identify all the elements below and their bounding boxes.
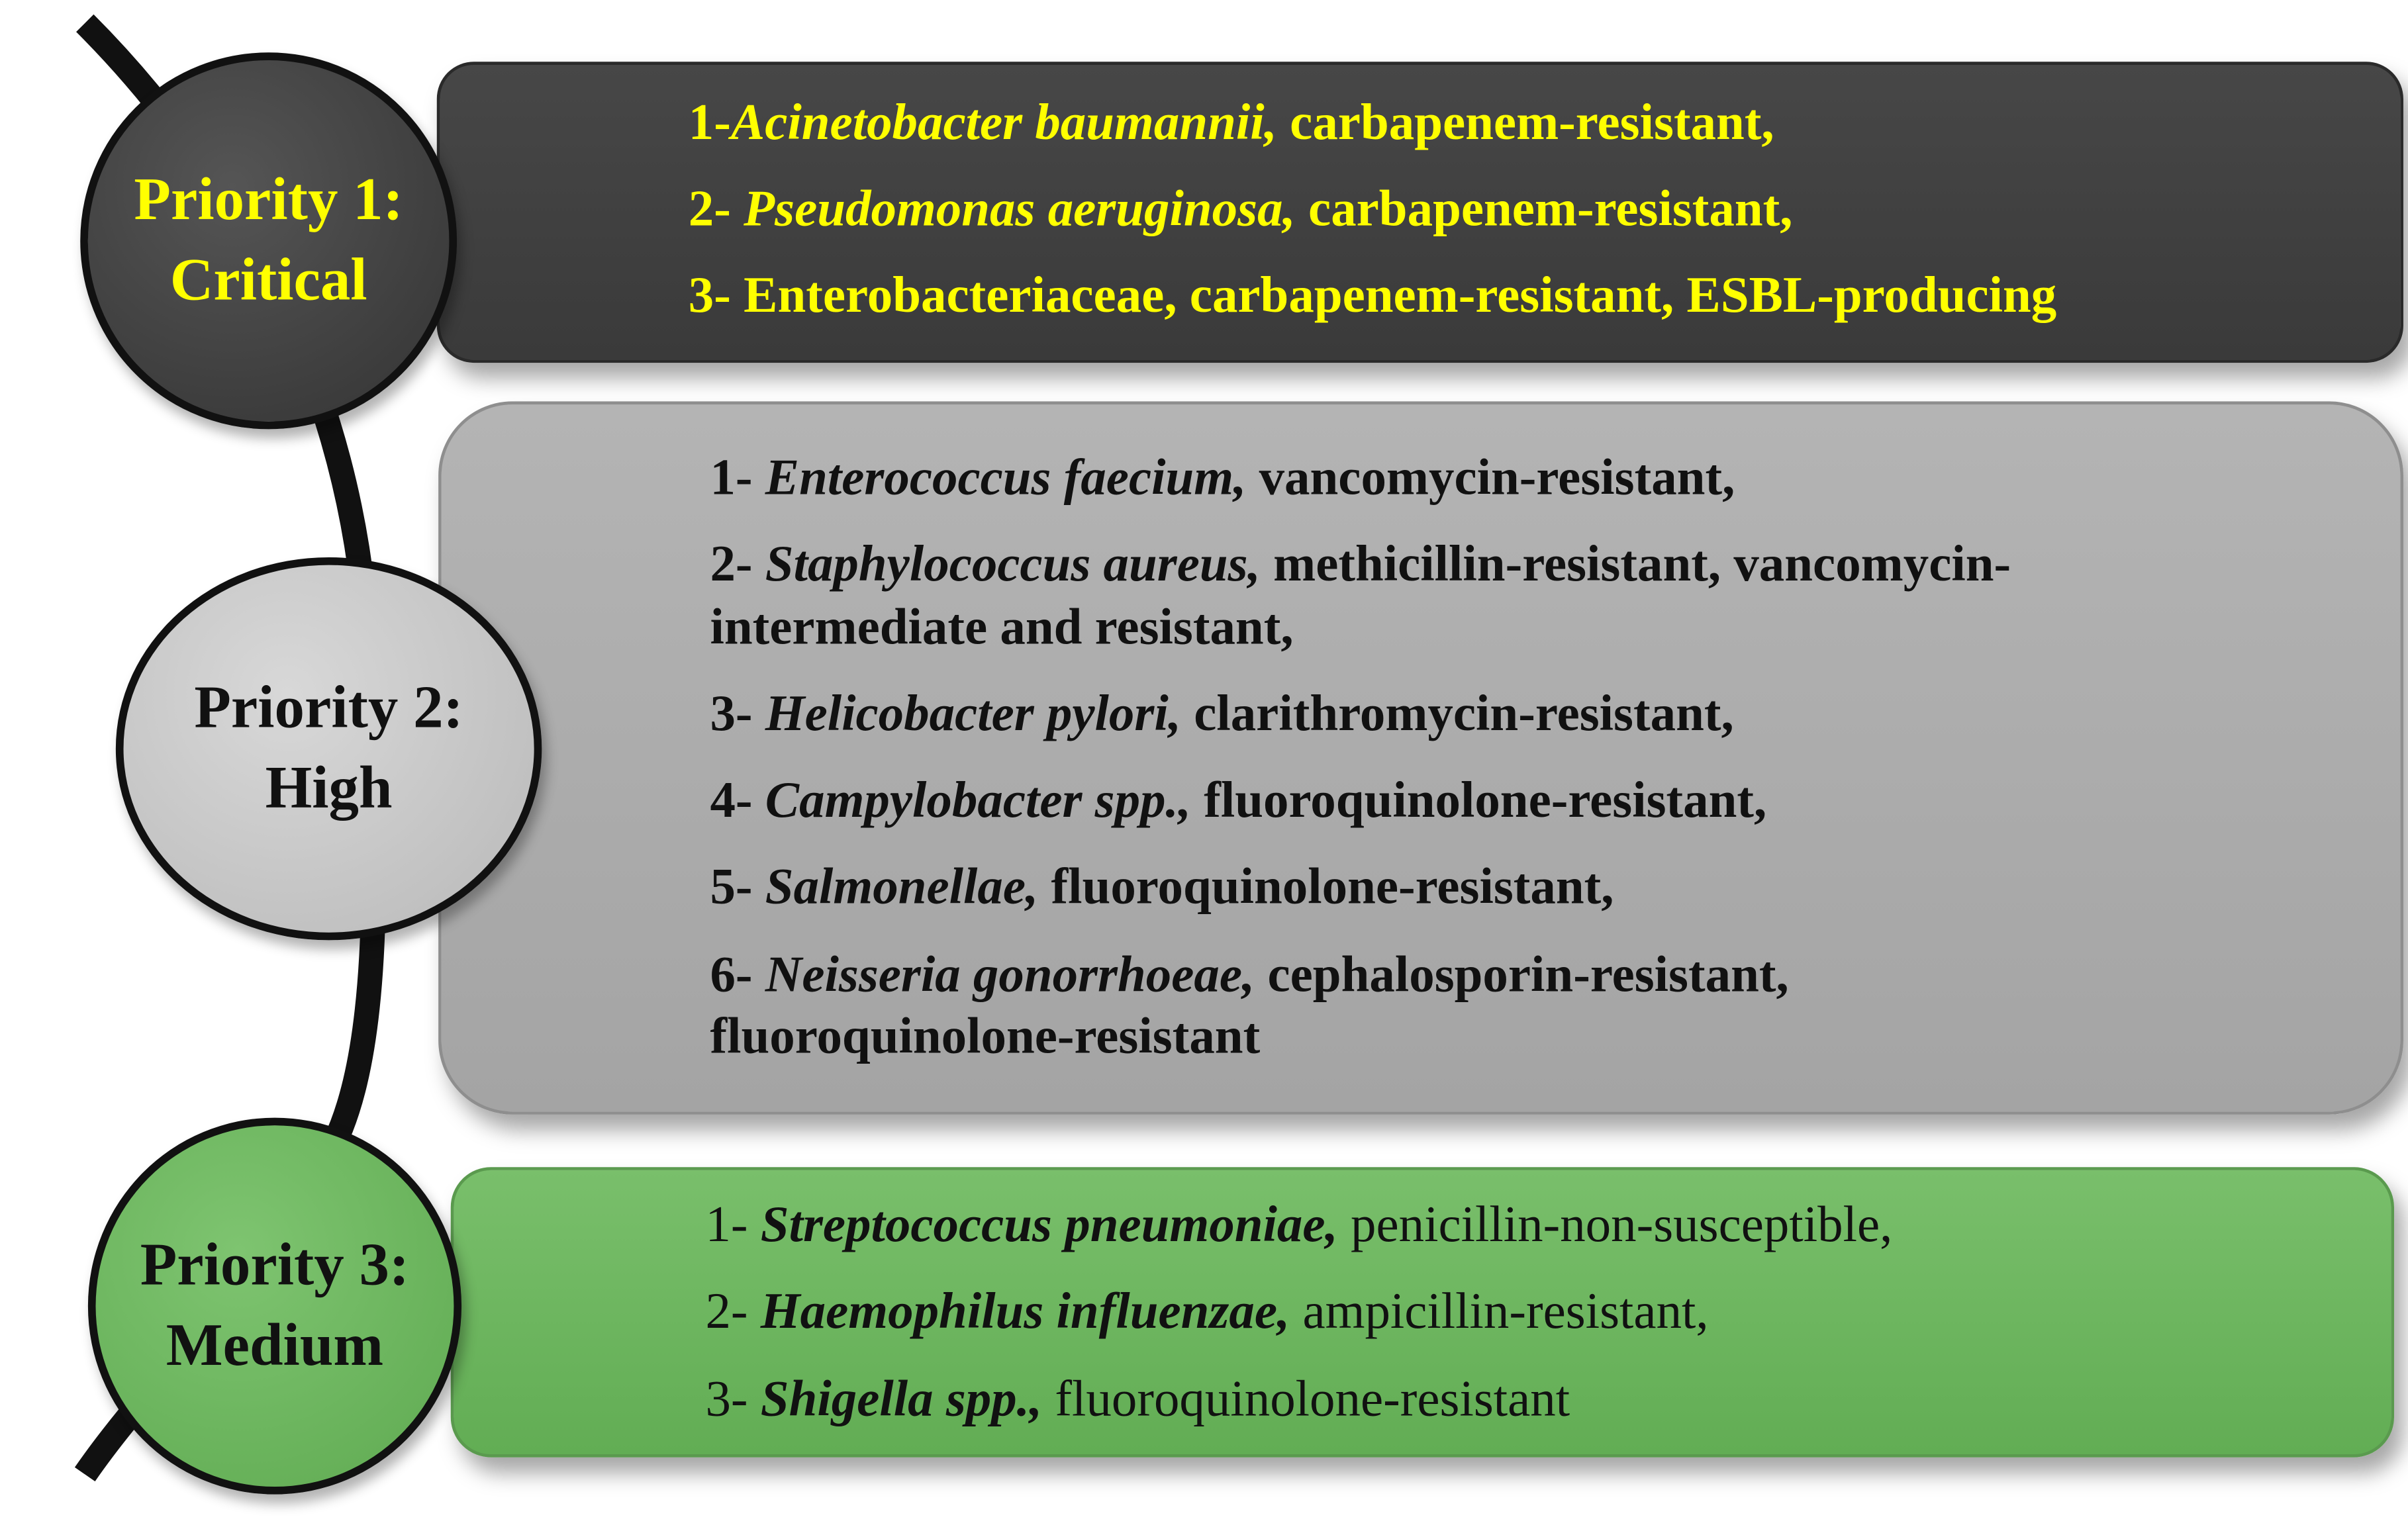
high-item-3: 3- Helicobacter pylori, clarithromycin-resistant, (710, 686, 1734, 743)
priority-1-level: Critical (169, 247, 367, 314)
priority-2-label: Priority 2: (194, 674, 463, 741)
priority-3-level: Medium (166, 1312, 384, 1379)
priority-3-label: Priority 3: (140, 1232, 410, 1299)
priority-1-label: Priority 1: (134, 166, 403, 234)
critical-item-1: 1-Acinetobacter baumannii, carbapenem-resistant, (688, 95, 1774, 152)
medium-item-1: 1- Streptococcus pneumoniae, penicillin-non-susceptible, (705, 1197, 1893, 1254)
medium-item-3: 3- Shigella spp., fluoroquinolone-resistant (705, 1372, 1570, 1428)
critical-item-2: 2- Pseudomonas aeruginosa, carbapenem-resistant, (688, 182, 1793, 238)
high-item-5: 5- Salmonellae, fluoroquinolone-resistant, (710, 860, 1614, 916)
high-item-4: 4- Campylobacter spp., fluoroquinolone-resistant, (710, 773, 1767, 829)
medium-panel (451, 1167, 2394, 1457)
high-panel (438, 401, 2403, 1115)
priority-1-circle (80, 52, 457, 429)
high-item-2: 2- Staphylococcus aureus, methicillin-resistant, vancomycin- (710, 537, 2011, 593)
priority-2-circle (116, 557, 542, 940)
high-item-2-continuation: intermediate and resistant, (710, 600, 1294, 657)
medium-item-2: 2- Haemophilus influenzae, ampicillin-resistant, (705, 1284, 1709, 1340)
critical-item-3: 3- Enterobacteriaceae, carbapenem-resistant, ESBL-producing (688, 268, 2057, 324)
critical-panel (437, 62, 2403, 363)
priority-2-level: High (265, 755, 393, 821)
high-item-6-continuation: fluoroquinolone-resistant (710, 1009, 1261, 1066)
priority-3-circle (88, 1118, 461, 1495)
high-item-1: 1- Enterococcus faecium, vancomycin-resistant, (710, 451, 1735, 506)
high-item-6: 6- Neisseria gonorrhoeae, cephalosporin-resistant, (710, 948, 1789, 1003)
